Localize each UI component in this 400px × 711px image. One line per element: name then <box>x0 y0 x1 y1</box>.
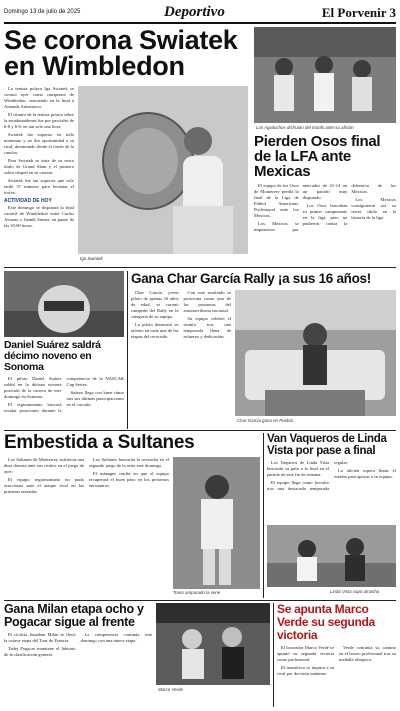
photo-vaqueros <box>267 525 396 587</box>
headline-sultanes: Embestida a Sultanes <box>4 433 195 453</box>
story-milan <box>4 603 152 707</box>
photo-suarez <box>4 271 124 337</box>
photo-swiatek-art <box>78 86 248 254</box>
headline-suarez: Daniel Suárez saldrá décimo noveno en Sonoma <box>4 340 101 373</box>
paragraph: Swiatek fue superior en todo momento y no dio oportunidad a su rival, dominando desde el fondo de la cancha. <box>4 131 74 155</box>
paragraph: La tenista polaca Iga Swiatek se coronó ayer como campeona de Wimbledon, venciendo en la final a Amanda Anisimova. <box>4 86 74 109</box>
photo-vaqueros-art <box>267 525 396 587</box>
story-suarez-body <box>4 376 124 430</box>
paragraph: El ciclista Jonathan Milan se llevó la octava etapa del Tour de Francia. <box>4 632 76 643</box>
headline-milan: Gana Milan etapa ocho y Pogacar sigue al frente <box>4 603 144 629</box>
paragraph: La piloto demostró su talento en cada una de las etapas del recorrido. <box>131 321 179 339</box>
paragraph: Los Mexicas se impusieron por marcador de 21-14 en un partido muy disputado. <box>254 183 348 232</box>
caption-sultanes: Tomo amparado la serie <box>173 590 221 595</box>
paragraph: El regiomontano buscará escalar posiciones durante la competencia de la NASCAR Cup Series. <box>4 376 124 413</box>
paragraph: Los Osos buscaban su primer campeonato en la liga, pero no pudieron contra la defensiva de los Mexicas. <box>302 183 396 226</box>
paragraph: El equipo llega como favorito tras una destacada temporada regular. <box>267 460 348 491</box>
divider <box>4 267 396 268</box>
photo-sultanes <box>173 457 260 589</box>
issue-date: Domingo 13 de julio de 2025 <box>4 9 81 15</box>
paragraph: El equipo de los Osos de Monterrey perdió la final de la Liga de Fútbol Americano Profesional ante los Mexicas. <box>254 183 299 218</box>
divider-vertical <box>127 271 128 429</box>
story-chargarcia-body <box>131 290 231 426</box>
story-marcoverde <box>277 603 396 707</box>
photo-sultanes-art <box>173 457 260 589</box>
paragraph: Suárez llega con buen ritmo tras sus últimas participaciones en el circuito. <box>66 389 124 407</box>
photo-aguiluchos-art <box>254 27 396 123</box>
paragraph: Swiatek fue tan superior que solo tardó 57 minutos para levantar el trofeo. <box>4 177 74 195</box>
story-osos <box>254 134 396 264</box>
caption-swiatek: Iga Swiatek <box>80 256 103 261</box>
headline-marcoverde: Se apunta Marco Verde su segunda victoria <box>277 603 375 642</box>
paragraph: Los Vaqueros de Linda Vista buscarán su pase a la final en el partido de este fin de semana. <box>267 460 329 477</box>
story-sultanes <box>4 433 260 455</box>
paragraph: El mánager confía en que el equipo recuperará el buen paso en los próximos encuentros. <box>89 470 169 488</box>
caption-marcoverde: Marco Verde <box>158 687 183 692</box>
headline-vaqueros: Van Vaqueros de Linda Vista por pase a final <box>267 433 387 457</box>
paragraph: El equipo regiomontano no pudo reaccionar ante el ataque rival en las primeras entradas. <box>4 476 84 494</box>
headline-osos: Pierden Osos final de la LFA ante Mexicas <box>254 134 381 180</box>
divider <box>4 600 396 601</box>
paragraph: La competencia continúa este domingo con una nueva etapa. <box>80 632 152 643</box>
paragraph: La afición espera llenar el estadio para apoyar a su equipo. <box>334 467 396 479</box>
caption-vaqueros: Linda Vista vapó atrasiha <box>330 589 380 594</box>
paragraph: Con este resultado se posiciona como una de las promesas del automovilismo nacional. <box>183 290 231 313</box>
paragraph: Su equipo celebró el triunfo tras una temporada llena de esfuerzo y dedicación. <box>183 315 231 339</box>
caption-chargarcia: Char García gana en Puebla <box>237 418 293 423</box>
story-milan-body <box>4 632 152 702</box>
paper-name: El Porvenir 3 <box>321 5 396 20</box>
photo-swiatek <box>78 86 248 254</box>
paragraph: Este domingo se disputará la final varonil de Wimbledon entre Carlos Alcaraz y Jannik Sinner, en punto de las 10:00 horas. <box>4 205 74 229</box>
photo-marcoverde-art <box>156 603 270 685</box>
paragraph: El mazatleco se impuso a su rival por decisión unánime. <box>277 664 334 676</box>
story-chargarcia <box>131 271 396 289</box>
photo-chargarcia <box>235 290 396 416</box>
photo-chargarcia-art <box>235 290 396 416</box>
subhead-actividad: ACTIVIDAD DE HOY <box>4 198 52 205</box>
section-title: Deportivo <box>164 4 225 20</box>
paragraph: Los Sultanes buscarán la revancha en el segundo juego de la serie este domingo. <box>89 457 169 468</box>
divider-vertical <box>273 603 274 707</box>
paragraph: Tadej Pogacar mantiene el liderato de la clasificación general. <box>4 645 76 657</box>
headline-chargarcia: Gana Char García Rally ¡a sus 16 años! <box>131 271 371 286</box>
page-number: 3 <box>389 5 396 20</box>
story-suarez <box>4 340 124 430</box>
paragraph: El boxeador Marco Verde se apuntó su segunda victoria como profesional. <box>277 645 334 662</box>
paragraph: El triunfo de la tenista polaca sobre la estadounidense fue por parciales de 6-0 y 6-0, en tan solo una hora. <box>4 111 74 129</box>
divider <box>4 430 396 431</box>
paragraph: Para Swiatek se trata de su sexto título de Grand Slam y el primero sobre césped en su carrera. <box>4 157 74 175</box>
story-marcoverde-body <box>277 645 396 707</box>
headline-swiatek: Se corona Swiatek en Wimbledon <box>4 27 238 81</box>
paragraph: Verde continúa su camino en el boxeo profesional tras su medalla olímpica. <box>339 645 396 662</box>
story-sultanes-body <box>4 457 169 597</box>
story-osos-body <box>254 183 396 264</box>
story-swiatek-body <box>4 86 74 266</box>
paragraph: Los Mexicas consiguieron así su tercer título en la historia de la liga. <box>351 196 396 220</box>
photo-suarez-art <box>4 271 124 337</box>
divider-vertical <box>263 433 264 598</box>
caption-aguiluchos: Los Aguiluchos disfrutan del triunfo ante su afición <box>256 125 354 130</box>
paragraph: El piloto Daniel Suárez saldrá en la décimo novena posición de la carrera de este domingo en Sonoma. <box>4 376 62 399</box>
story-vaqueros-body <box>267 460 396 522</box>
paragraph: Los Sultanes de Monterrey sufrieron una dura derrota ante sus rivales en el juego de ayer. <box>4 457 84 474</box>
masthead <box>4 4 396 24</box>
photo-aguiluchos <box>254 27 396 123</box>
paragraph: Char García, joven piloto de apenas 16 años de edad, se coronó campeón del Rally en la categoría de su equipo. <box>131 290 179 319</box>
photo-marcoverde <box>156 603 270 685</box>
